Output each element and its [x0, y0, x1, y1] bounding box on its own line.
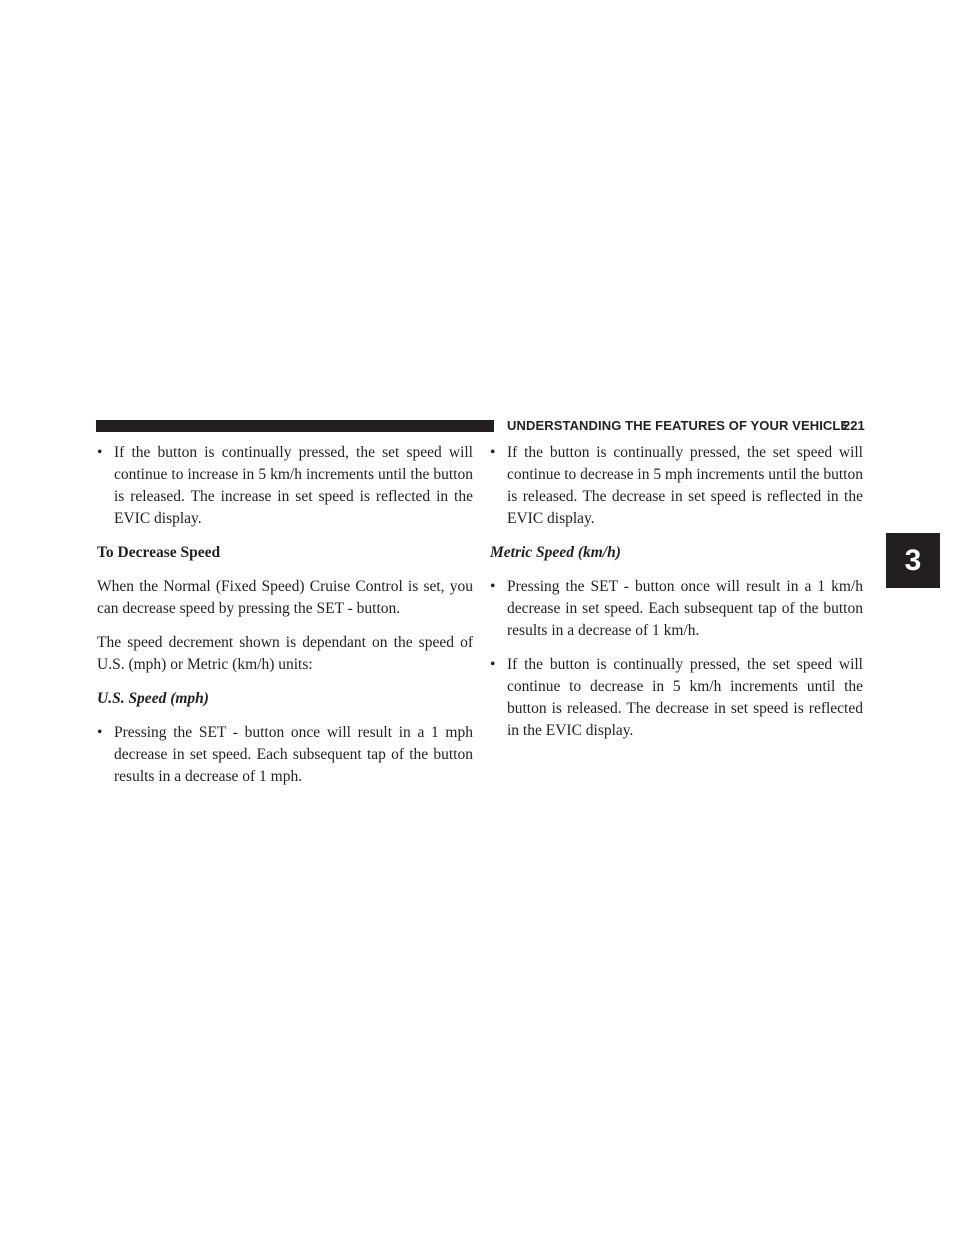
- paragraph: When the Normal (Fixed Speed) Cruise Control is set, you can decrease speed by pressing the SET - button.: [97, 578, 473, 617]
- list-item: [490, 576, 863, 642]
- bullet-icon: •: [97, 724, 103, 741]
- chapter-tab: 3: [886, 533, 940, 588]
- bullet-text: If the button is continually pressed, the set speed will continue to decrease in 5 km/h increments until the button is released. The decrease in set speed is reflected in the EVIC display.: [507, 656, 863, 739]
- list-item: [97, 442, 473, 530]
- bullet-icon: •: [97, 444, 103, 461]
- page-number: 221: [843, 418, 865, 433]
- bullet-text: If the button is continually pressed, the set speed will continue to decrease in 5 mph increments until the button is released. The decrease in set speed is reflected in the EVIC display.: [507, 444, 863, 527]
- list-item: [490, 442, 863, 530]
- list-item: [97, 722, 473, 788]
- list-item: [490, 654, 863, 742]
- bullet-text: If the button is continually pressed, the set speed will continue to increase in 5 km/h increments until the button is released. The increase in set speed is reflected in the EVIC display.: [114, 444, 473, 527]
- section-heading: To Decrease Speed: [97, 544, 221, 561]
- bullet-icon: •: [490, 578, 496, 595]
- bullet-text: Pressing the SET - button once will result in a 1 km/h decrease in set speed. Each subsequent tap of the button results in a decrease of 1 km/h.: [507, 578, 863, 639]
- header-rule: [96, 420, 494, 432]
- bullet-icon: •: [490, 444, 496, 461]
- left-column: [97, 442, 473, 800]
- right-column: [490, 442, 863, 754]
- bullet-text: Pressing the SET - button once will result in a 1 mph decrease in set speed. Each subsequent tap of the button results in a decrease of 1 mph.: [114, 724, 473, 785]
- subsection-heading: U.S. Speed (mph): [97, 690, 209, 707]
- subsection-heading: Metric Speed (km/h): [490, 544, 621, 561]
- running-header: UNDERSTANDING THE FEATURES OF YOUR VEHICLE: [507, 418, 850, 433]
- bullet-icon: •: [490, 656, 496, 673]
- paragraph: The speed decrement shown is dependant on the speed of U.S. (mph) or Metric (km/h) units:: [97, 634, 473, 673]
